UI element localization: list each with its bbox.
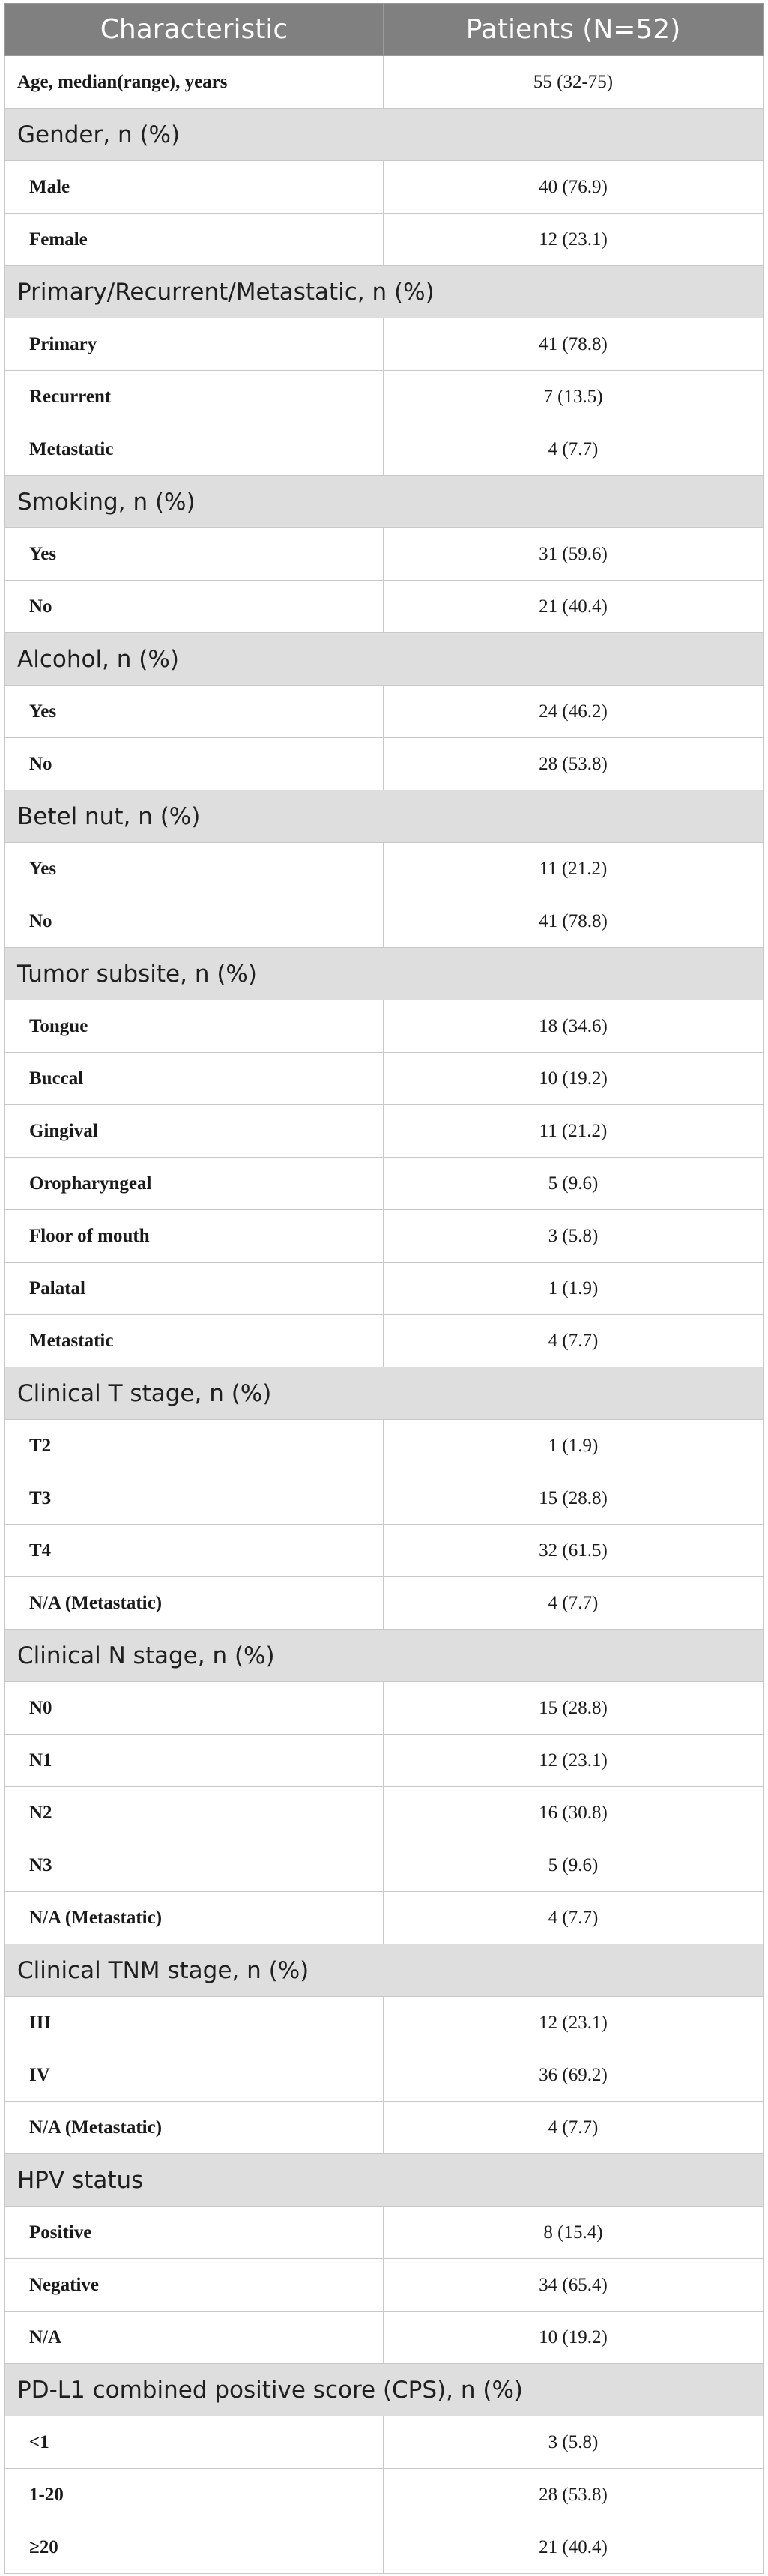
row-value: 12 (23.1) [384, 1735, 764, 1787]
table-row [5, 528, 764, 581]
section-header-row [5, 476, 764, 528]
table-row [5, 1892, 764, 1944]
row-label: <1 [5, 2416, 384, 2469]
row-value: 34 (65.4) [384, 2259, 764, 2312]
table-row [5, 895, 764, 948]
row-value: 10 (19.2) [384, 1053, 764, 1105]
table-row [5, 2102, 764, 2154]
section-title: Alcohol, n (%) [5, 633, 764, 686]
section-title: Primary/Recurrent/Metastatic, n (%) [5, 266, 764, 318]
row-label: Metastatic [5, 1315, 384, 1367]
row-value: 12 (23.1) [384, 1997, 764, 2049]
row-label: Yes [5, 528, 384, 581]
row-value: 40 (76.9) [384, 161, 764, 214]
row-value: 15 (28.8) [384, 1472, 764, 1525]
row-label: Recurrent [5, 371, 384, 423]
table-row [5, 214, 764, 266]
row-value: 4 (7.7) [384, 2102, 764, 2154]
table-row [5, 1525, 764, 1577]
row-value: 28 (53.8) [384, 738, 764, 790]
table-row [5, 2521, 764, 2574]
section-header-row [5, 1630, 764, 1682]
section-header-row [5, 1944, 764, 1997]
table-row [5, 56, 764, 109]
row-value: 10 (19.2) [384, 2312, 764, 2364]
table-row [5, 1735, 764, 1787]
row-label: N/A (Metastatic) [5, 2102, 384, 2154]
section-header-row [5, 790, 764, 843]
row-label: Yes [5, 686, 384, 738]
section-title: Smoking, n (%) [5, 476, 764, 528]
row-value: 21 (40.4) [384, 2521, 764, 2574]
row-label: Metastatic [5, 423, 384, 476]
row-value: 4 (7.7) [384, 423, 764, 476]
row-label: Positive [5, 2207, 384, 2259]
row-value: 41 (78.8) [384, 318, 764, 371]
row-label: ≥20 [5, 2521, 384, 2574]
section-header-row [5, 633, 764, 686]
row-value: 36 (69.2) [384, 2049, 764, 2102]
section-header-row [5, 2154, 764, 2207]
row-value: 16 (30.8) [384, 1787, 764, 1839]
section-header-row [5, 2364, 764, 2416]
row-label: N1 [5, 1735, 384, 1787]
row-value: 24 (46.2) [384, 686, 764, 738]
row-label: T4 [5, 1525, 384, 1577]
row-label: Floor of mouth [5, 1210, 384, 1263]
table-row [5, 1105, 764, 1158]
table-row [5, 318, 764, 371]
section-title: Clinical N stage, n (%) [5, 1630, 764, 1682]
row-label: Negative [5, 2259, 384, 2312]
section-title: Clinical TNM stage, n (%) [5, 1944, 764, 1997]
table-row [5, 1158, 764, 1210]
row-label: No [5, 895, 384, 948]
row-value: 31 (59.6) [384, 528, 764, 581]
row-label: 1-20 [5, 2469, 384, 2521]
row-value: 15 (28.8) [384, 1682, 764, 1735]
table-row [5, 2049, 764, 2102]
section-header-row [5, 1367, 764, 1420]
table-body [5, 56, 764, 2574]
row-value: 11 (21.2) [384, 843, 764, 895]
section-title: Betel nut, n (%) [5, 790, 764, 843]
section-title: PD-L1 combined positive score (CPS), n (%) [5, 2364, 764, 2416]
table-row [5, 1787, 764, 1839]
table-row [5, 1420, 764, 1472]
row-value: 12 (23.1) [384, 214, 764, 266]
row-value: 4 (7.7) [384, 1315, 764, 1367]
row-label: N/A (Metastatic) [5, 1892, 384, 1944]
table-row [5, 1839, 764, 1892]
table-header [5, 4, 764, 56]
row-value: 21 (40.4) [384, 581, 764, 633]
table-row [5, 2469, 764, 2521]
section-title: Gender, n (%) [5, 109, 764, 161]
row-label: N/A [5, 2312, 384, 2364]
table-row [5, 2312, 764, 2364]
row-value: 41 (78.8) [384, 895, 764, 948]
table-row [5, 1000, 764, 1053]
table-row [5, 1997, 764, 2049]
table-row [5, 1210, 764, 1263]
row-label: Tongue [5, 1000, 384, 1053]
table-row [5, 843, 764, 895]
row-value: 5 (9.6) [384, 1839, 764, 1892]
row-label: N0 [5, 1682, 384, 1735]
section-title: Tumor subsite, n (%) [5, 948, 764, 1000]
row-value: 28 (53.8) [384, 2469, 764, 2521]
table-row [5, 1682, 764, 1735]
row-label: No [5, 738, 384, 790]
table-row [5, 2207, 764, 2259]
row-value: 3 (5.8) [384, 1210, 764, 1263]
row-label: Oropharyngeal [5, 1158, 384, 1210]
table-row [5, 738, 764, 790]
section-header-row [5, 109, 764, 161]
row-label: Gingival [5, 1105, 384, 1158]
row-label: N/A (Metastatic) [5, 1577, 384, 1630]
row-value: 3 (5.8) [384, 2416, 764, 2469]
table-row [5, 161, 764, 214]
row-label: T3 [5, 1472, 384, 1525]
row-value: 8 (15.4) [384, 2207, 764, 2259]
row-value: 18 (34.6) [384, 1000, 764, 1053]
characteristics-table [4, 3, 764, 2574]
row-label: No [5, 581, 384, 633]
row-label: III [5, 1997, 384, 2049]
table-row [5, 1472, 764, 1525]
table-row [5, 1053, 764, 1105]
table-row [5, 2416, 764, 2469]
header-patients: Patients (N=52) [384, 4, 764, 56]
row-value: 1 (1.9) [384, 1263, 764, 1315]
section-title: Clinical T stage, n (%) [5, 1367, 764, 1420]
table-row [5, 1577, 764, 1630]
section-title: HPV status [5, 2154, 764, 2207]
row-label: Age, median(range), years [5, 56, 384, 109]
table-row [5, 2259, 764, 2312]
section-header-row [5, 948, 764, 1000]
row-value: 4 (7.7) [384, 1577, 764, 1630]
row-value: 4 (7.7) [384, 1892, 764, 1944]
row-label: Palatal [5, 1263, 384, 1315]
row-label: N2 [5, 1787, 384, 1839]
row-value: 7 (13.5) [384, 371, 764, 423]
row-label: N3 [5, 1839, 384, 1892]
table-row [5, 686, 764, 738]
row-value: 55 (32-75) [384, 56, 764, 109]
row-label: Male [5, 161, 384, 214]
table-row [5, 1263, 764, 1315]
table-row [5, 423, 764, 476]
row-label: Yes [5, 843, 384, 895]
header-row [5, 4, 764, 56]
row-label: Primary [5, 318, 384, 371]
row-label: Female [5, 214, 384, 266]
table-row [5, 581, 764, 633]
row-value: 11 (21.2) [384, 1105, 764, 1158]
row-label: Buccal [5, 1053, 384, 1105]
table-row [5, 1315, 764, 1367]
row-value: 1 (1.9) [384, 1420, 764, 1472]
section-header-row [5, 266, 764, 318]
row-label: T2 [5, 1420, 384, 1472]
table-row [5, 371, 764, 423]
row-label: IV [5, 2049, 384, 2102]
row-value: 5 (9.6) [384, 1158, 764, 1210]
row-value: 32 (61.5) [384, 1525, 764, 1577]
header-characteristic: Characteristic [5, 4, 384, 56]
